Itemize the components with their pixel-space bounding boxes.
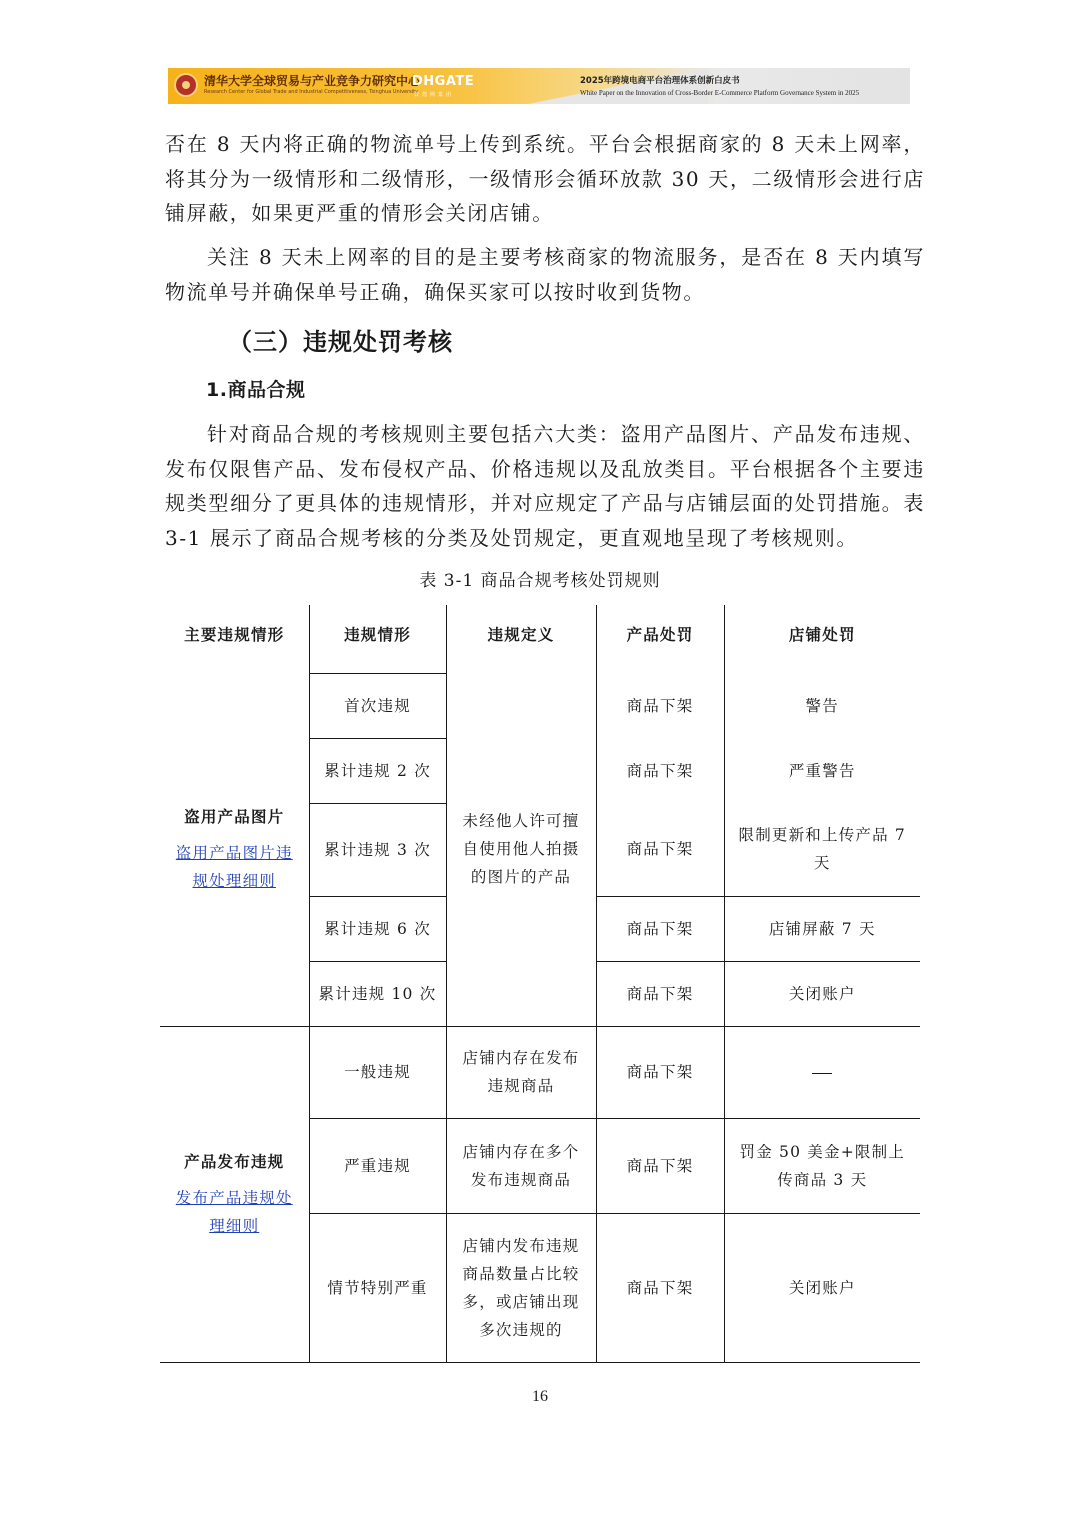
dash-mark <box>812 1073 832 1074</box>
store-penalty-cell: 罚金 50 美金+限制上传商品 3 天 <box>724 1118 920 1213</box>
case-cell: 严重违规 <box>309 1118 446 1213</box>
definition-cell: 店铺内存在发布违规商品 <box>446 1026 596 1118</box>
store-penalty-cell: 限制更新和上传产品 7 天 <box>724 803 920 896</box>
penalty-rules-table <box>160 605 920 1363</box>
header-case: 违规情形 <box>309 605 446 673</box>
product-penalty-cell: 商品下架 <box>596 961 724 1026</box>
dhgate-logo-sub: 敦煌网集团 <box>414 92 455 98</box>
university-seal-icon <box>174 73 198 97</box>
case-cell: 首次违规 <box>309 673 446 738</box>
institute-name-cn: 清华大学全球贸易与产业竞争力研究中心 <box>204 74 421 88</box>
product-penalty-cell: 商品下架 <box>596 673 724 738</box>
dhgate-logo: DHGATE <box>412 74 475 89</box>
store-penalty-cell: 关闭账户 <box>724 1213 920 1362</box>
definition-cell: 未经他人许可擅自使用他人拍摄的图片的产品 <box>446 673 596 1026</box>
store-penalty-cell: 警告 <box>724 673 920 738</box>
store-penalty-cell: 关闭账户 <box>724 961 920 1026</box>
doc-title-cn: 2025年跨境电商平台治理体系创新白皮书 <box>580 76 740 86</box>
store-penalty-cell-none <box>724 1026 920 1118</box>
page-number: 16 <box>532 1388 548 1405</box>
case-cell: 累计违规 3 次 <box>309 803 446 896</box>
table-header-row <box>160 605 920 673</box>
category-title: 盗用产品图片 <box>184 808 285 827</box>
institute-name-en: Research Center for Global Trade and Industrial Competitiveness, Tsinghua University <box>204 89 419 95</box>
section-heading: （三）违规处罚考核 <box>228 328 453 356</box>
case-cell: 累计违规 10 次 <box>309 961 446 1026</box>
store-penalty-cell: 店铺屏蔽 7 天 <box>724 896 920 961</box>
definition-cell: 店铺内存在多个发布违规商品 <box>446 1118 596 1213</box>
product-penalty-cell: 商品下架 <box>596 896 724 961</box>
subsection-heading: 1.商品合规 <box>206 379 306 401</box>
page-header-banner <box>168 68 910 104</box>
paragraph-logistics: 否在 8 天内将正确的物流单号上传到系统。平台会根据商家的 8 天未上网率，将其分为一级情形和二级情形，一级情形会循环放款 30 天，二级情形会进行店铺屏蔽，如果更严重的情形会关闭店铺。 <box>165 132 925 225</box>
case-cell: 累计违规 2 次 <box>309 738 446 803</box>
product-penalty-cell: 商品下架 <box>596 1213 724 1362</box>
product-penalty-cell: 商品下架 <box>596 738 724 803</box>
case-cell: 累计违规 6 次 <box>309 896 446 961</box>
paragraph-8day-rate: 关注 8 天未上网率的目的是主要考核商家的物流服务，是否在 8 天内填写物流单号并确保单号正确，确保买家可以按时收到货物。 <box>165 245 925 304</box>
paragraph-product-compliance: 针对商品合规的考核规则主要包括六大类：盗用产品图片、产品发布违规、发布仅限售产品、发布侵权产品、价格违规以及乱放类目。平台根据各个主要违规类型细分了更具体的违规情形，并对应规定了产品与店铺层面的处罚措施。表 3-1 展示了商品合规考核的分类及处罚规定，更直观地呈现了考核规则。 <box>165 422 925 550</box>
product-penalty-cell: 商品下架 <box>596 1118 724 1213</box>
category-cell-image-theft <box>160 673 309 1026</box>
header-store-penalty: 店铺处罚 <box>724 605 920 673</box>
table-row <box>160 1026 920 1118</box>
product-penalty-cell: 商品下架 <box>596 803 724 896</box>
header-product-penalty: 产品处罚 <box>596 605 724 673</box>
header-main-category: 主要违规情形 <box>160 605 309 673</box>
table-row <box>160 673 920 738</box>
doc-title-en: White Paper on the Innovation of Cross-Border E-Commerce Platform Governance System in 2025 <box>580 89 860 97</box>
header-definition: 违规定义 <box>446 605 596 673</box>
listing-violation-rules-link[interactable]: 发布产品违规处理细则 <box>175 1189 293 1235</box>
category-title: 产品发布违规 <box>184 1153 285 1171</box>
category-cell-listing-violation <box>160 1026 309 1362</box>
image-theft-rules-link[interactable]: 盗用产品图片违规处理细则 <box>175 844 293 891</box>
case-cell: 情节特别严重 <box>309 1213 446 1362</box>
store-penalty-cell: 严重警告 <box>724 738 920 803</box>
table-caption: 表 3-1 商品合规考核处罚规则 <box>419 571 661 591</box>
product-penalty-cell: 商品下架 <box>596 1026 724 1118</box>
definition-cell: 店铺内发布违规商品数量占比较多，或店铺出现多次违规的 <box>446 1213 596 1362</box>
case-cell: 一般违规 <box>309 1026 446 1118</box>
